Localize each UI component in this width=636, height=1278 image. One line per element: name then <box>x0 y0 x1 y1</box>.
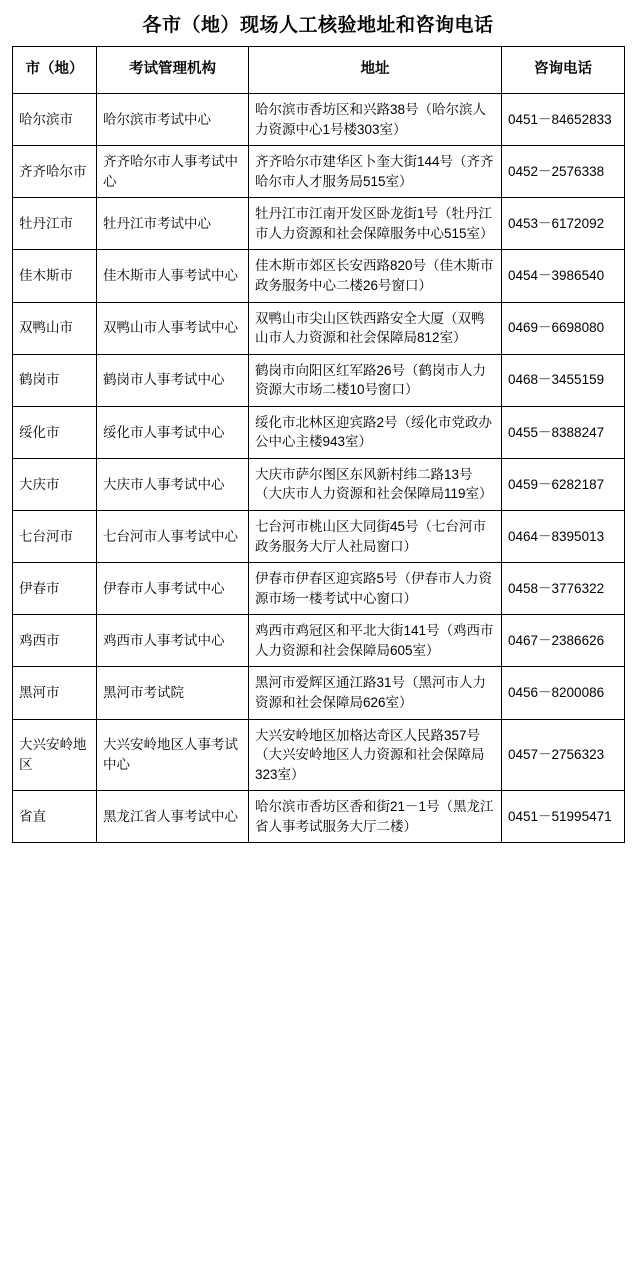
table-row <box>13 563 625 615</box>
cell-phone: 0452－2576338 <box>502 146 625 198</box>
cell-address: 佳木斯市郊区长安西路820号（佳木斯市政务服务中心二楼26号窗口） <box>249 250 502 302</box>
cell-phone: 0468－3455159 <box>502 354 625 406</box>
cell-address: 牡丹江市江南开发区卧龙街1号（牡丹江市人力资源和社会保障服务中心515室） <box>249 198 502 250</box>
table-body <box>13 94 625 843</box>
cell-address: 哈尔滨市香坊区香和街21－1号（黑龙江省人事考试服务大厅二楼） <box>249 791 502 843</box>
cell-phone: 0467－2386626 <box>502 615 625 667</box>
cell-address: 绥化市北林区迎宾路2号（绥化市党政办公中心主楼943室） <box>249 406 502 458</box>
cell-org: 鸡西市人事考试中心 <box>97 615 249 667</box>
cell-city: 牡丹江市 <box>13 198 97 250</box>
cell-org: 牡丹江市考试中心 <box>97 198 249 250</box>
table-row <box>13 511 625 563</box>
column-header-city: 市（地） <box>13 47 97 94</box>
table-row <box>13 406 625 458</box>
table-row <box>13 94 625 146</box>
table-row <box>13 615 625 667</box>
cell-address: 大庆市萨尔图区东风新村纬二路13号（大庆市人力资源和社会保障局119室） <box>249 458 502 510</box>
table-row <box>13 354 625 406</box>
cell-address: 齐齐哈尔市建华区卜奎大街144号（齐齐哈尔市人才服务局515室） <box>249 146 502 198</box>
cell-phone: 0459－6282187 <box>502 458 625 510</box>
cell-org: 齐齐哈尔市人事考试中心 <box>97 146 249 198</box>
cell-org: 绥化市人事考试中心 <box>97 406 249 458</box>
cell-org: 哈尔滨市考试中心 <box>97 94 249 146</box>
column-header-address: 地址 <box>249 47 502 94</box>
cell-org: 黑龙江省人事考试中心 <box>97 791 249 843</box>
cell-address: 双鸭山市尖山区铁西路安全大厦（双鸭山市人力资源和社会保障局812室） <box>249 302 502 354</box>
column-header-org: 考试管理机构 <box>97 47 249 94</box>
cell-phone: 0457－2756323 <box>502 719 625 791</box>
cell-org: 大兴安岭地区人事考试中心 <box>97 719 249 791</box>
cell-org: 鹤岗市人事考试中心 <box>97 354 249 406</box>
cell-org: 伊春市人事考试中心 <box>97 563 249 615</box>
cell-phone: 0456－8200086 <box>502 667 625 719</box>
cell-phone: 0451－51995471 <box>502 791 625 843</box>
cell-address: 鸡西市鸡冠区和平北大街141号（鸡西市人力资源和社会保障局605室） <box>249 615 502 667</box>
cell-city: 黑河市 <box>13 667 97 719</box>
cell-city: 双鸭山市 <box>13 302 97 354</box>
cell-address: 大兴安岭地区加格达奇区人民路357号（大兴安岭地区人力资源和社会保障局323室） <box>249 719 502 791</box>
cell-org: 黑河市考试院 <box>97 667 249 719</box>
cell-city: 省直 <box>13 791 97 843</box>
cell-phone: 0469－6698080 <box>502 302 625 354</box>
column-header-phone: 咨询电话 <box>502 47 625 94</box>
table-row <box>13 667 625 719</box>
cell-city: 鸡西市 <box>13 615 97 667</box>
cell-city: 齐齐哈尔市 <box>13 146 97 198</box>
table-row <box>13 302 625 354</box>
cell-address: 哈尔滨市香坊区和兴路38号（哈尔滨人力资源中心1号楼303室） <box>249 94 502 146</box>
page-title: 各市（地）现场人工核验地址和咨询电话 <box>142 15 494 36</box>
cell-city: 大兴安岭地区 <box>13 719 97 791</box>
cell-org: 七台河市人事考试中心 <box>97 511 249 563</box>
cell-phone: 0454－3986540 <box>502 250 625 302</box>
cell-city: 绥化市 <box>13 406 97 458</box>
address-table <box>12 46 625 843</box>
cell-address: 黑河市爱辉区通江路31号（黑河市人力资源和社会保障局626室） <box>249 667 502 719</box>
cell-phone: 0464－8395013 <box>502 511 625 563</box>
cell-city: 哈尔滨市 <box>13 94 97 146</box>
table-row <box>13 458 625 510</box>
cell-phone: 0455－8388247 <box>502 406 625 458</box>
cell-phone: 0451－84652833 <box>502 94 625 146</box>
table-row <box>13 146 625 198</box>
cell-city: 佳木斯市 <box>13 250 97 302</box>
table-row <box>13 250 625 302</box>
cell-phone: 0453－6172092 <box>502 198 625 250</box>
table-header-row <box>13 47 625 94</box>
cell-org: 双鸭山市人事考试中心 <box>97 302 249 354</box>
cell-phone: 0458－3776322 <box>502 563 625 615</box>
cell-address: 鹤岗市向阳区红军路26号（鹤岗市人力资源大市场二楼10号窗口） <box>249 354 502 406</box>
cell-address: 七台河市桃山区大同街45号（七台河市政务服务大厅人社局窗口） <box>249 511 502 563</box>
table-row <box>13 719 625 791</box>
table-row <box>13 198 625 250</box>
cell-address: 伊春市伊春区迎宾路5号（伊春市人力资源市场一楼考试中心窗口） <box>249 563 502 615</box>
cell-city: 伊春市 <box>13 563 97 615</box>
cell-org: 大庆市人事考试中心 <box>97 458 249 510</box>
cell-city: 鹤岗市 <box>13 354 97 406</box>
cell-city: 七台河市 <box>13 511 97 563</box>
cell-org: 佳木斯市人事考试中心 <box>97 250 249 302</box>
table-row <box>13 791 625 843</box>
cell-city: 大庆市 <box>13 458 97 510</box>
